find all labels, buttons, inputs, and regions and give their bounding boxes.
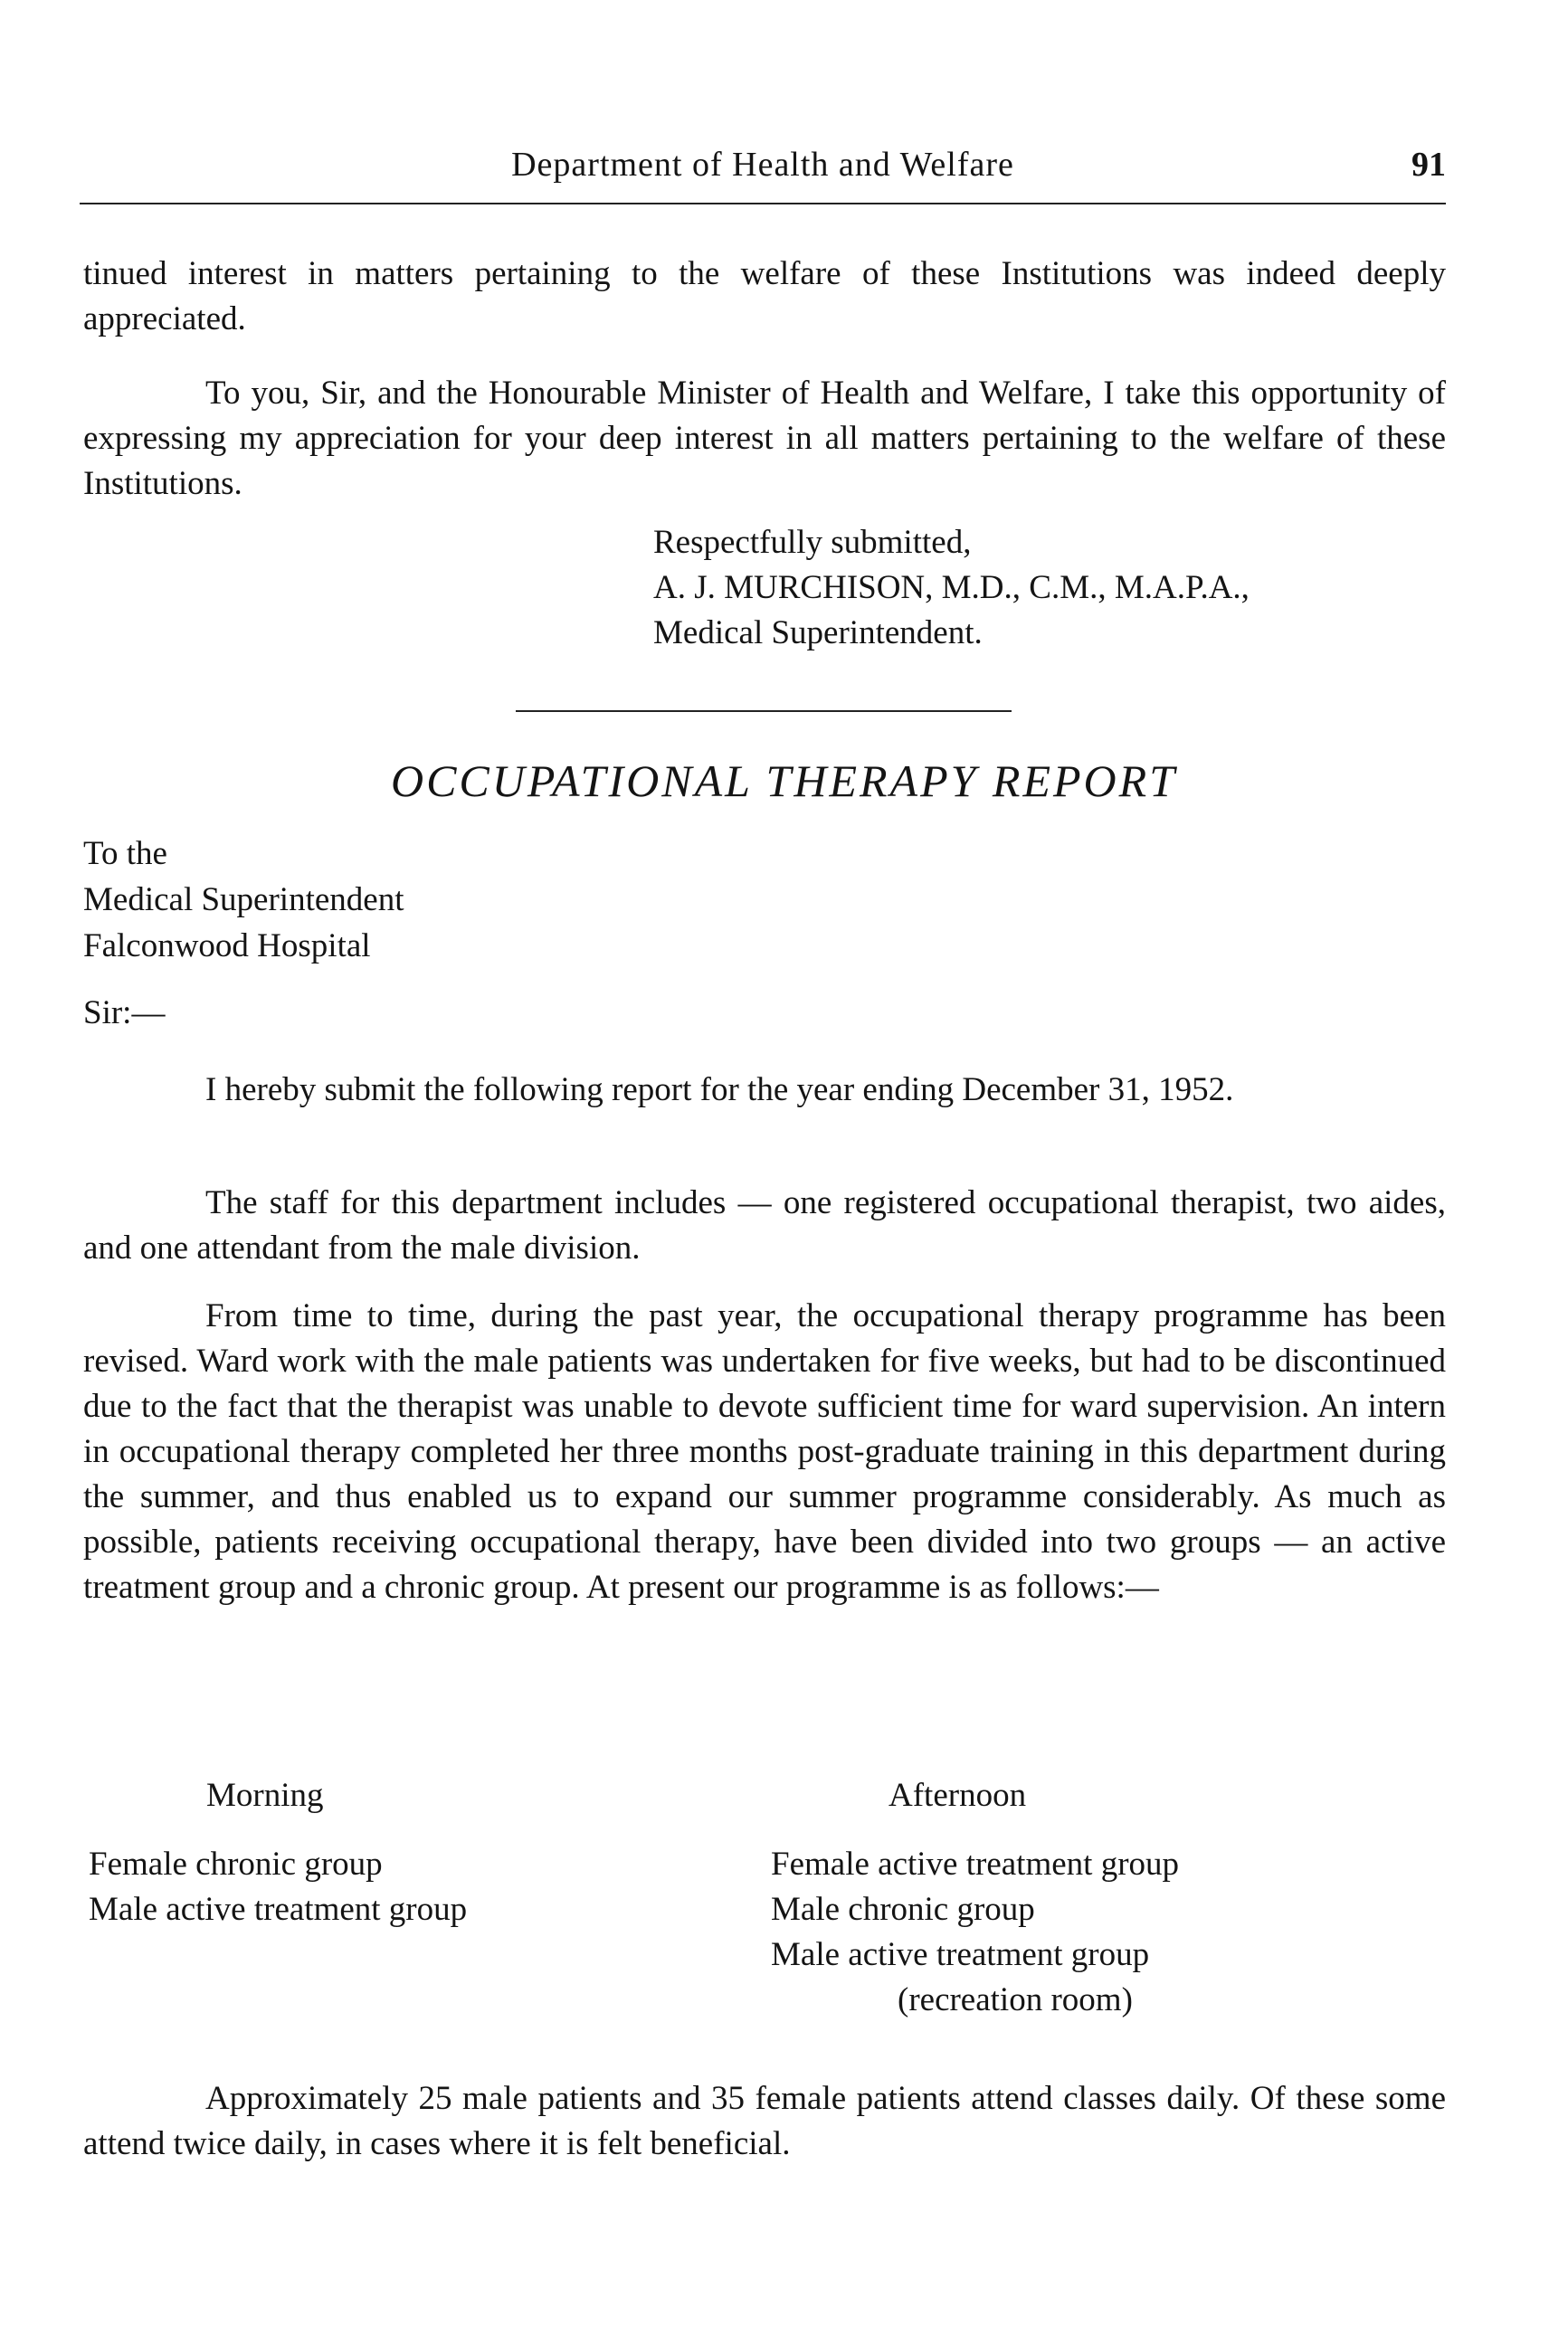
signature-block (653, 520, 1250, 656)
paragraph-appreciation: To you, Sir, and the Honourable Minister of Health and Welfare, I take this opportunity of expressing my appreciation for your deep interest in all matters pertaining to the welfare of these Institutions. (83, 375, 1446, 502)
address-block (83, 831, 404, 969)
signature-closing: Respectfully submitted, (653, 524, 972, 561)
header-title: Department of Health and Welfare (511, 146, 1014, 184)
page-number: 91 (1411, 146, 1446, 184)
header-rule (80, 203, 1446, 204)
paragraph-submission: I hereby submit the following report for the year ending December 31, 1952. (205, 1071, 1234, 1108)
morning-heading: Morning (206, 1777, 324, 1814)
list-item: Male chronic group (771, 1891, 1035, 1928)
address-line: To the (83, 835, 167, 872)
running-header (80, 145, 1446, 199)
programme-schedule (83, 1773, 1446, 2063)
paragraph-attendance: Approximately 25 male patients and 35 female patients attend classes daily. Of these some attend twice daily, in cases where it is felt beneficial. (83, 2080, 1446, 2162)
list-item-note: (recreation room) (898, 1981, 1133, 2018)
list-item: Male active treatment group (771, 1936, 1150, 1973)
address-line: Falconwood Hospital (83, 927, 371, 964)
afternoon-list (771, 1842, 1179, 2023)
report-title: OCCUPATIONAL THERAPY REPORT (390, 755, 1178, 806)
list-item: Female active treatment group (771, 1846, 1180, 1883)
list-item: Female chronic group (89, 1846, 383, 1883)
morning-list (89, 1842, 467, 1932)
signature-name: A. J. MURCHISON, M.D., C.M., M.A.P.A., (653, 569, 1250, 606)
paragraph-programme: From time to time, during the past year, the occupational therapy programme has been revised. Ward work with the male patients was undertaken for five weeks, but had to be discontinued due to the fact that the therapist was unable to devote sufficient time for ward supervision. An intern in occupational therapy completed her three months post-graduate training in this department during the summer, and thus enabled us to expand our summer programme considerably. As much as possible, patients receiving occupational therapy, have been divided into two groups — an active treatment group and a chronic group. At present our programme is as follows:— (83, 1297, 1446, 1606)
list-item: Male active treatment group (89, 1891, 468, 1928)
salutation: Sir:— (83, 994, 166, 1031)
paragraph-staff: The staff for this department includes — one registered occupational therapist, two aides, and one attendant from the male division. (83, 1184, 1446, 1267)
signature-title: Medical Superintendent. (653, 614, 983, 651)
afternoon-heading: Afternoon (889, 1777, 1027, 1814)
section-divider (516, 710, 1012, 712)
address-line: Medical Superintendent (83, 881, 404, 918)
paragraph-continued: tinued interest in matters pertaining to the welfare of these Institutions was indeed deeply appreciated. (83, 255, 1446, 337)
